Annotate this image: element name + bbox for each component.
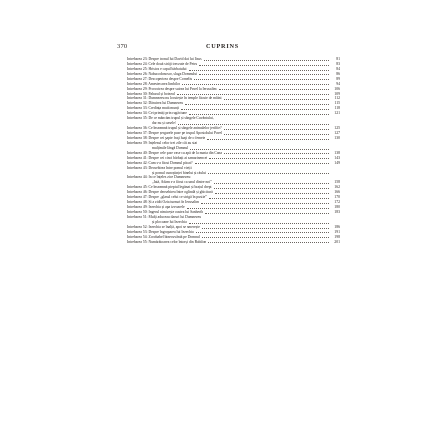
- dot-leader: [195, 163, 329, 164]
- toc-entry-title: Întrebarea 23: Despre tronul lui David dat lui Iisus: [127, 56, 202, 61]
- dot-leader: [181, 109, 329, 110]
- toc-entry-title: Întrebarea 38: Despre cei şapte fraţi luaţi de o femeie: [127, 135, 206, 140]
- toc-entry-page: 198: [334, 234, 340, 239]
- page-number: 370: [117, 43, 128, 50]
- toc-entry-title: Întrebarea 30: Paharul și botezul: [127, 91, 175, 96]
- toc-entry-title: Întrebarea 49: Iezechia și apa izvoarele: [127, 205, 185, 210]
- dot-leader: [208, 173, 329, 174]
- toc-entry-continuation-text: și pomul cunoștinței binelui și răului: [152, 170, 206, 175]
- toc-entry-title: Întrebarea 50: Îngerul nimicește oastea lui Sanherib: [127, 210, 204, 215]
- toc-entry-title: Întrebarea 32: Dăruirea lui Dumnezeu: [127, 101, 184, 106]
- toc-entry-title: Întrebarea 31: Dumnezeu nu locuiește în temple făcute de mâini: [127, 96, 222, 101]
- dot-leader: [209, 158, 329, 159]
- toc-entry-title: Întrebarea 40: Despre cele şase vase cu apă de la nunta din Cana: [127, 150, 223, 155]
- toc-entry-page: 183: [334, 210, 340, 215]
- dot-leader: [219, 89, 330, 90]
- dot-leader: [205, 213, 329, 214]
- toc-entry-page: 118: [334, 106, 340, 111]
- toc-entry-title: Întrebarea 42: Cum s-a făcut Domnul păcat?: [127, 160, 193, 165]
- dot-leader: [187, 208, 329, 209]
- toc-entry-page: 149: [334, 160, 340, 165]
- toc-entry-title: Întrebarea 55: Numărătoarea celor întorși din Babilon: [127, 239, 207, 244]
- table-of-contents: [127, 57, 340, 245]
- toc-entry-page: 201: [334, 239, 340, 244]
- dot-leader: [190, 149, 329, 150]
- toc-entry-page: 166: [334, 190, 340, 195]
- toc-entry-title: Întrebarea 25: Hristos e capul bărbatului: [127, 66, 187, 71]
- toc-entry-title: Întrebarea 26: Nabucodonosor, sluga Domnului: [127, 71, 198, 76]
- toc-entry-title: Întrebarea 47: Despre „glasul celui ce strigă în pustie”: [127, 195, 207, 200]
- toc-entry-page: 121: [334, 111, 340, 116]
- dot-leader: [207, 139, 329, 140]
- toc-entry-page: 130: [334, 135, 340, 140]
- toc-entry-page: 143: [334, 155, 340, 160]
- dot-leader: [214, 188, 329, 189]
- dot-leader: [189, 114, 329, 115]
- toc-entry-page: 86: [336, 71, 340, 76]
- toc-entry-page: 109: [334, 91, 340, 96]
- dot-leader: [199, 74, 329, 75]
- toc-entry-continuation-text: mulțimile lângă Domnul: [152, 145, 189, 150]
- dot-leader: [204, 60, 329, 61]
- toc-entry-continuation-text: și plocoane lui Iezechia: [152, 219, 187, 224]
- dot-leader: [208, 242, 329, 243]
- dot-leader: [201, 203, 329, 204]
- dot-leader: [199, 65, 329, 66]
- toc-entry-title: Întrebarea 33: Credința mută munți: [127, 106, 180, 111]
- toc-entry-page: 115: [334, 101, 340, 106]
- toc-entry-page: 180: [334, 205, 340, 210]
- toc-entry-page: 106: [334, 86, 340, 91]
- dot-leader: [189, 223, 329, 224]
- dot-leader: [209, 198, 329, 199]
- dot-leader: [224, 134, 329, 135]
- toc-entry-title: Întrebarea 53: Despre îngroparea lui Iezechia: [127, 229, 194, 234]
- dot-leader: [202, 228, 329, 229]
- toc-entry-title: Întrebarea 45: Ce înseamnă pieptul legănat și brațul drept: [127, 185, 212, 190]
- dot-leader: [178, 124, 329, 125]
- dot-leader: [177, 94, 329, 95]
- toc-entry-title: Întrebarea 48: Și a zidit Ozia turnuri în Ierusalim: [127, 200, 200, 205]
- toc-entry-page: 158: [334, 180, 340, 185]
- toc-entry-title: Întrebarea 36: Ce înseamnă trupul și sângele animalelor jertfite?: [127, 126, 222, 131]
- toc-entry-title: Întrebarea 35: De ce mâncăm trupul și sângele Cuvântului,: [127, 116, 214, 121]
- dot-leader: [202, 237, 329, 238]
- toc-entry-title: Întrebarea 24: Cele două străji treczute de Petru: [127, 61, 198, 66]
- toc-entry-title: Întrebarea 34: Cei primiți prin rugăciune: [127, 111, 187, 116]
- toc-entry-title: Întrebarea 37: Despre șergarele puse pe trupul Apostolului Pavel: [127, 131, 223, 136]
- toc-entry-page: 83: [336, 61, 340, 66]
- dot-leader: [224, 129, 329, 130]
- toc-entry-title: Întrebarea 51: Mulți aduceau daruri lui Dumnezeu: [127, 214, 202, 219]
- dot-leader: [185, 104, 329, 105]
- toc-entry-continuation-text: dar nu și oasele?: [152, 121, 177, 126]
- dot-leader: [196, 232, 329, 233]
- toc-entry-title: Întrebarea 39: Înțelesul celor trei zile cât au stat: [127, 140, 198, 145]
- toc-entry-title: Întrebarea 29: Prorocirea despre suirea lui Pavel la Ierusalim: [127, 86, 217, 91]
- dot-leader: [194, 79, 329, 80]
- toc-entry-title: Întrebarea 54: Zorobabel binecuvântă pe Domnul: [127, 234, 200, 239]
- toc-entry-page: 94: [336, 81, 340, 86]
- toc-entry-page: 125: [334, 126, 340, 131]
- toc-entry: [127, 240, 340, 245]
- toc-entry-title: Întrebarea 43: Deosebirea între pomul vieții: [127, 165, 192, 170]
- running-header: CUPRINS: [205, 43, 240, 50]
- dot-leader: [189, 70, 330, 71]
- dot-leader: [224, 153, 329, 154]
- toc-entry-title: Întrebarea 41: Despre cei cinci bărbați ai samarinencei: [127, 155, 208, 160]
- toc-entry-page: 138: [334, 150, 340, 155]
- toc-entry-title: Întrebarea 52: Iezechia se înalță, apoi se smerește: [127, 224, 200, 229]
- toc-entry-title: Întrebarea 27: Descoperirea despre Corneliu: [127, 76, 193, 81]
- toc-entry-page: 172: [334, 200, 340, 205]
- toc-entry-page: 127: [334, 131, 340, 136]
- toc-entry-page: 112: [334, 96, 340, 101]
- toc-entry-page: 81: [336, 56, 340, 61]
- toc-entry-page: 186: [334, 224, 340, 229]
- dot-leader: [215, 193, 329, 194]
- toc-entry-page: 162: [334, 185, 340, 190]
- dot-leader: [182, 84, 329, 85]
- toc-entry-title: Întrebarea 28: Amestecarea limbilor: [127, 81, 181, 86]
- toc-entry-title: Întrebarea 46: Despre deosebirea între oglindă și ghicitură: [127, 190, 213, 195]
- dot-leader: [224, 99, 329, 100]
- toc-entry-page: 89: [336, 76, 340, 81]
- toc-entry-page: 191: [334, 229, 340, 234]
- toc-entry-title: Întrebarea 44: În ce înțeles zice Dumnezeu:: [127, 175, 192, 180]
- dot-leader: [214, 183, 329, 184]
- toc-entry-page: 170: [334, 195, 340, 200]
- toc-entry-continuation-text: „Iată, Adam s-a făcut ca unul dintre noi”: [152, 180, 212, 185]
- toc-entry-page: 84: [336, 66, 340, 71]
